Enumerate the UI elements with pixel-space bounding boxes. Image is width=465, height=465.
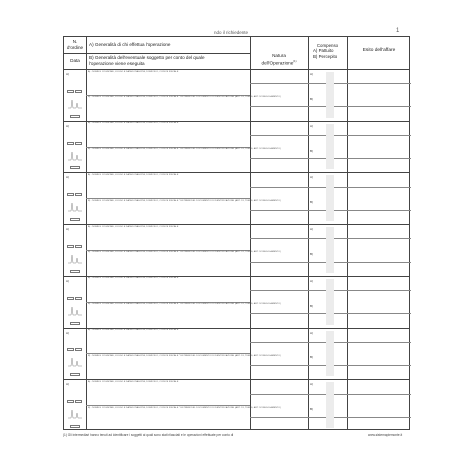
register-row bbox=[64, 121, 409, 173]
row-line-b: B) : NOME E COGNOME, LUOGO E DATA DI NASCITA, DOMICILIO, CODICE FISCALE * ESTREMI DEL DOCUMENTO DI IDENTIFICAZIONE (ART. 19, TUEPS, ART. 52 REGOLAMENTO) bbox=[88, 251, 281, 254]
compenso-shade bbox=[326, 382, 334, 428]
esito-line bbox=[347, 210, 411, 211]
row-mark-graphic bbox=[68, 97, 82, 109]
date-box bbox=[67, 297, 74, 300]
register-row bbox=[64, 172, 409, 224]
footer-website: www.sistemapiemonte.it bbox=[368, 433, 403, 437]
compenso-tag-a: A) bbox=[310, 227, 313, 232]
natura-line bbox=[250, 290, 308, 291]
row-num-tag: A) bbox=[66, 123, 69, 128]
register-row bbox=[64, 69, 409, 121]
row-line-a: A) : NOME E COGNOME, LUOGO E DATA DI NASCITA, DOMICILIO, CODICE FISCALE bbox=[88, 225, 179, 228]
date-box bbox=[67, 193, 74, 196]
compenso-header bbox=[308, 43, 347, 59]
esito-line bbox=[347, 394, 411, 395]
natura-line bbox=[250, 365, 308, 366]
date-box bbox=[67, 245, 74, 248]
esito-line bbox=[347, 238, 411, 239]
seq-box bbox=[70, 218, 80, 221]
register-row bbox=[64, 379, 409, 431]
compenso-tag-a: A) bbox=[310, 72, 313, 76]
compenso-shade bbox=[326, 279, 334, 325]
seq-box bbox=[70, 425, 80, 428]
row-line-b: B) : NOME E COGNOME, LUOGO E DATA DI NASCITA, DOMICILIO, CODICE FISCALE * ESTREMI DEL DOCUMENTO DI IDENTIFICAZIONE (ART. 19, TUEPS, ART. 52 REGOLAMENTO) bbox=[88, 148, 281, 151]
natura-line bbox=[250, 417, 308, 418]
compenso-tag-b: B) bbox=[310, 148, 313, 153]
row-line-a: A) : NOME E COGNOME, LUOGO E DATA DI NASCITA, DOMICILIO, CODICE FISCALE bbox=[88, 277, 179, 280]
date-box bbox=[75, 193, 82, 196]
row-num-tag: A) bbox=[66, 175, 69, 180]
esito-line bbox=[347, 417, 411, 418]
register-table bbox=[63, 36, 410, 430]
compenso-tag-a: A) bbox=[310, 382, 313, 387]
natura-line bbox=[250, 394, 308, 395]
section-b-header: B) Generalità dell'eventuale soggetto per conto del quale l'operazione viene eseguita bbox=[89, 55, 205, 66]
row-line-a: A) : NOME E COGNOME, LUOGO E DATA DI NASCITA, DOMICILIO, CODICE FISCALE bbox=[88, 329, 179, 332]
row-num-tag: A) bbox=[66, 382, 69, 387]
compenso-tag-b: B) bbox=[310, 355, 313, 360]
row-mark-graphic bbox=[68, 355, 82, 367]
section-a-header: A) Generalità di chi effettua l'operazione bbox=[89, 42, 171, 47]
natura-line bbox=[250, 210, 308, 211]
date-box bbox=[75, 400, 82, 403]
date-box bbox=[67, 90, 74, 93]
esito-line bbox=[347, 262, 411, 263]
date-box bbox=[67, 400, 74, 403]
row-mark-graphic bbox=[68, 149, 82, 161]
esito-line bbox=[347, 135, 411, 136]
esito-header: Esito dell'affare bbox=[362, 48, 396, 53]
register-row bbox=[64, 328, 409, 380]
row-line-b: B) : NOME E COGNOME, LUOGO E DATA DI NASCITA, DOMICILIO, CODICE FISCALE * ESTREMI DEL DOCUMENTO DI IDENTIFICAZIONE (ART. 19, TUEPS, ART. 52 REGOLAMENTO) bbox=[88, 96, 281, 99]
esito-line bbox=[347, 342, 411, 343]
row-line-a: A) : NOME E COGNOME, LUOGO E DATA DI NASCITA, DOMICILIO, CODICE FISCALE bbox=[88, 122, 179, 125]
date-box bbox=[75, 142, 82, 145]
natura-line bbox=[250, 342, 308, 343]
natura-line bbox=[250, 313, 308, 314]
row-mark-graphic bbox=[68, 252, 82, 264]
natura-line bbox=[250, 187, 308, 188]
natura-line bbox=[250, 106, 308, 107]
footer-note: (1) Gli intermediari hanno tenuti ad identificare i soggetti ai quali sono stati rilasciati e le operazioni effettuate per conto di bbox=[63, 433, 234, 437]
date-box bbox=[75, 348, 82, 351]
compenso-shade bbox=[326, 175, 334, 221]
row-line-b: B) : NOME E COGNOME, LUOGO E DATA DI NASCITA, DOMICILIO, CODICE FISCALE * ESTREMI DEL DOCUMENTO DI IDENTIFICAZIONE (ART. 19, TUEPS, ART. 52 REGOLAMENTO) bbox=[88, 406, 281, 409]
row-mark-graphic bbox=[68, 407, 82, 419]
register-row bbox=[64, 276, 409, 328]
seq-box bbox=[70, 270, 80, 273]
col-num-header: N. d'ordine bbox=[66, 39, 84, 50]
compenso-title: Compenso bbox=[316, 43, 339, 48]
row-mark-graphic bbox=[68, 304, 82, 316]
compenso-tag-a: A) bbox=[310, 330, 313, 335]
compenso-tag-b: B) bbox=[310, 407, 313, 412]
compenso-tag-a: A) bbox=[310, 278, 313, 283]
row-num-tag: A) bbox=[66, 278, 69, 283]
date-box bbox=[67, 142, 74, 145]
compenso-tag-b: B) bbox=[310, 303, 313, 308]
compenso-tag-a: A) bbox=[310, 123, 313, 128]
esito-line bbox=[347, 290, 411, 291]
natura-line bbox=[250, 83, 308, 84]
natura-line bbox=[250, 262, 308, 263]
row-num-tag: A) bbox=[66, 72, 69, 76]
date-box bbox=[75, 90, 82, 93]
esito-line bbox=[347, 365, 411, 366]
natura-footnote-ref: (1) bbox=[293, 60, 297, 63]
esito-line bbox=[347, 187, 411, 188]
esito-line bbox=[347, 106, 411, 107]
row-line-a: A) : NOME E COGNOME, LUOGO E DATA DI NASCITA, DOMICILIO, CODICE FISCALE bbox=[88, 70, 179, 73]
col-date-header: Data bbox=[70, 58, 80, 63]
compenso-a: A) Pattuito bbox=[313, 48, 334, 54]
seq-box bbox=[70, 115, 80, 118]
row-mark-graphic bbox=[68, 200, 82, 212]
page-number: 1 bbox=[396, 28, 400, 34]
compenso-shade bbox=[326, 124, 334, 170]
row-line-a: A) : NOME E COGNOME, LUOGO E DATA DI NASCITA, DOMICILIO, CODICE FISCALE bbox=[88, 380, 179, 383]
natura-header bbox=[250, 47, 308, 67]
date-box bbox=[75, 245, 82, 248]
date-box bbox=[67, 348, 74, 351]
seq-box bbox=[70, 373, 80, 376]
compenso-b: B) Percepito bbox=[313, 53, 338, 59]
esito-line bbox=[347, 313, 411, 314]
row-num-tag: A) bbox=[66, 227, 69, 232]
header-split bbox=[64, 53, 250, 54]
compenso-shade bbox=[326, 72, 334, 118]
date-box bbox=[75, 297, 82, 300]
natura-line bbox=[250, 158, 308, 159]
esito-line bbox=[347, 83, 411, 84]
natura-label: Natura dell'Operazione bbox=[261, 53, 294, 66]
compenso-shade bbox=[326, 227, 334, 273]
register-row bbox=[64, 224, 409, 276]
compenso-tag-b: B) bbox=[310, 200, 313, 205]
compenso-tag-b: B) bbox=[310, 251, 313, 256]
row-num-tag: A) bbox=[66, 330, 69, 335]
seq-box bbox=[70, 322, 80, 325]
compenso-shade bbox=[326, 331, 334, 377]
natura-line bbox=[250, 135, 308, 136]
natura-line bbox=[250, 238, 308, 239]
compenso-tag-b: B) bbox=[310, 96, 313, 101]
page-top-text: ndo il richiedente bbox=[214, 30, 249, 35]
seq-box bbox=[70, 166, 80, 169]
row-line-b: B) : NOME E COGNOME, LUOGO E DATA DI NASCITA, DOMICILIO, CODICE FISCALE * ESTREMI DEL DOCUMENTO DI IDENTIFICAZIONE (ART. 19, TUEPS, ART. 52 REGOLAMENTO) bbox=[88, 303, 281, 306]
row-line-a: A) : NOME E COGNOME, LUOGO E DATA DI NASCITA, DOMICILIO, CODICE FISCALE bbox=[88, 173, 179, 176]
esito-line bbox=[347, 158, 411, 159]
row-line-b: B) : NOME E COGNOME, LUOGO E DATA DI NASCITA, DOMICILIO, CODICE FISCALE * ESTREMI DEL DOCUMENTO DI IDENTIFICAZIONE (ART. 19, TUEPS, ART. 52 REGOLAMENTO) bbox=[88, 354, 281, 357]
compenso-tag-a: A) bbox=[310, 175, 313, 180]
row-line-b: B) : NOME E COGNOME, LUOGO E DATA DI NASCITA, DOMICILIO, CODICE FISCALE * ESTREMI DEL DOCUMENTO DI IDENTIFICAZIONE (ART. 19, TUEPS, ART. 52 REGOLAMENTO) bbox=[88, 199, 281, 202]
